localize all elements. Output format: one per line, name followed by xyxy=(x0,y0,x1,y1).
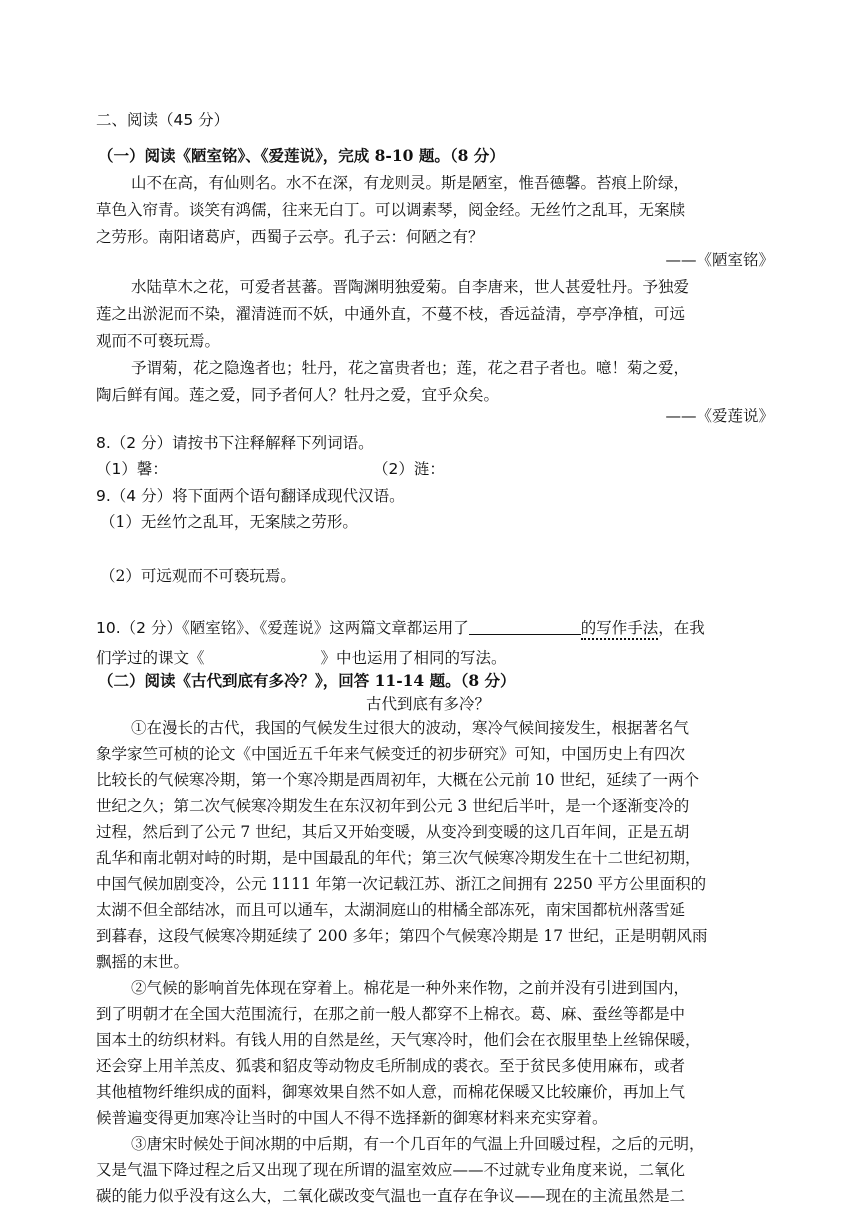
passage1-line: 之劳形。南阳诸葛庐，西蜀子云亭。孔子云：何陋之有？ xyxy=(96,228,484,246)
passage2-source: ——《爱莲说》 xyxy=(665,407,774,425)
passage2-line: 水陆草木之花，可爱者甚蕃。晋陶渊明独爱菊。自李唐来，世人甚爱牡丹。予独爱 xyxy=(131,278,690,296)
article-para1-line: 中国气候加剧变冷，公元 1111 年第一次记载江苏、浙江之间拥有 2250 平方公里面积的 xyxy=(96,875,707,893)
passage1-line: 草色入帘青。谈笑有鸿儒，往来无白丁。可以调素琴，阅金经。无丝竹之乱耳，无案牍 xyxy=(96,201,686,219)
article-para1-line: 比较长的气候寒冷期，第一个寒冷期是西周初年，大概在公元前 10 世纪，延续了一两个 xyxy=(96,771,700,789)
passage2-line: 予谓菊，花之隐逸者也；牡丹，花之富贵者也；莲，花之君子者也。噫！菊之爱， xyxy=(131,359,690,377)
article-para1-line: 太湖不但全部结冰，而且可以通车，太湖洞庭山的柑橘全部冻死，南宋国都杭州落雪延 xyxy=(96,901,686,919)
article-para1-line: 象学家竺可桢的论文《中国近五千年来气候变迁的初步研究》可知，中国历史上有四次 xyxy=(96,745,686,763)
article-para2-line: 国本土的纺织材料。有钱人用的自然是丝，天气寒冷时，他们会在衣服里垫上丝锦保暖， xyxy=(96,1031,701,1049)
question-10-line2-suffix: 》中也运用了相同的写法。 xyxy=(320,649,507,667)
article-para1-line: 过程，然后到了公元 7 世纪，其后又开始变暖，从变冷到变暖的这几百年间，正是五胡 xyxy=(96,823,690,841)
article-para1-line: 到暮春，这段气候寒冷期延续了 200 多年；第四个气候寒冷期是 17 世纪，正是明朝风雨 xyxy=(96,927,708,945)
passage2-line: 陶后鲜有闻。莲之爱，同予者何人？牡丹之爱，宜乎众矣。 xyxy=(96,386,500,404)
part1-heading: （一）阅读《陋室铭》、《爱莲说》，完成 8-10 题。（8 分） xyxy=(98,146,505,165)
question-10-line2-prefix: 们学过的课文《 xyxy=(96,649,205,667)
question-8-item-1: （1）馨： xyxy=(96,460,168,478)
article-title: 古代到底有多冷？ xyxy=(366,695,491,713)
question-9-item-1: （1）无丝竹之乱耳，无案牍之劳形。 xyxy=(100,513,358,531)
question-10-suffix: ，在我 xyxy=(658,619,705,637)
article-para3-line: ③唐宋时候处于间冰期的中后期，有一个几百年的气温上升回暖过程，之后的元明， xyxy=(131,1135,705,1153)
article-para1-line: 飘摇的末世。 xyxy=(96,953,190,971)
question-10-line-2 xyxy=(96,648,507,668)
answer-blank[interactable] xyxy=(469,618,581,635)
article-para1-line: 乱华和南北朝对峙的时期，是中国最乱的年代；第三次气候寒冷期发生在十二世纪初期， xyxy=(96,849,701,867)
passage2-line: 观而不可亵玩焉。 xyxy=(96,332,221,350)
article-para2-line: ②气候的影响首先体现在穿着上。棉花是一种外来作物，之前并没有引进到国内， xyxy=(131,979,690,997)
passage1-line: 山不在高，有仙则名。水不在深，有龙则灵。斯是陋室，惟吾德馨。苔痕上阶绿， xyxy=(131,174,690,192)
question-10-prefix: 10.（2 分）《陋室铭》、《爱莲说》这两篇文章都运用了 xyxy=(96,619,469,637)
article-para2-line: 到了明朝才在全国大范围流行，在那之前一般人都穿不上棉衣。葛、麻、蚕丝等都是中 xyxy=(96,1005,686,1023)
article-para3-line: 碳的能力似乎没有这么大，二氧化碳改变气温也一直存在争议——现在的主流虽然是二 xyxy=(96,1187,686,1205)
passage2-line: 莲之出淤泥而不染，濯清涟而不妖，中通外直，不蔓不枝，香远益清，亭亭净植，可远 xyxy=(96,305,686,323)
article-para2-line: 候普遍变得更加寒冷让当时的中国人不得不选择新的御寒材料来充实穿着。 xyxy=(96,1109,608,1127)
question-10-line-1 xyxy=(96,618,705,638)
article-para2-line: 还会穿上用羊羔皮、狐裘和貂皮等动物皮毛所制成的裘衣。至于贫民多使用麻布，或者 xyxy=(96,1057,686,1075)
part2-heading: （二）阅读《古代到底有多冷？》，回答 11-14 题。（8 分） xyxy=(98,671,516,690)
section-title: 二、阅读（45 分） xyxy=(96,111,230,129)
article-para2-line: 其他植物纤维织成的面料，御寒效果自然不如人意，而棉花保暖又比较廉价，再加上气 xyxy=(96,1083,686,1101)
question-9-stem: 9.（4 分）将下面两个语句翻译成现代汉语。 xyxy=(96,487,405,505)
question-10-emphasis: 的写作手法 xyxy=(581,619,659,640)
question-8-item-2: （2）涟： xyxy=(373,460,445,478)
passage1-source: ——《陋室铭》 xyxy=(665,251,774,269)
article-para3-line: 又是气温下降过程之后又出现了现在所谓的温室效应——不过就专业角度来说，二氧化 xyxy=(96,1161,686,1179)
article-para1-line: ①在漫长的古代，我国的气候发生过很大的波动，寒冷气候间接发生，根据著名气 xyxy=(131,719,690,737)
question-9-item-2: （2）可远观而不可亵玩焉。 xyxy=(100,567,296,585)
article-para1-line: 世纪之久；第二次气候寒冷期发生在东汉初年到公元 3 世纪后半叶，是一个逐渐变冷的 xyxy=(96,797,690,815)
question-8-stem: 8.（2 分）请按书下注释解释下列词语。 xyxy=(96,434,374,452)
